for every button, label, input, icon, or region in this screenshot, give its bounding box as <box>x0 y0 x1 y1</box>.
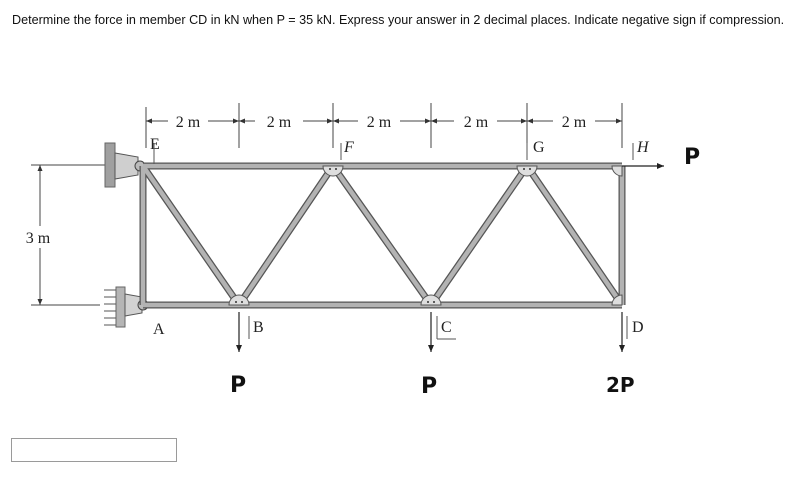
node-label-c: C <box>441 319 452 336</box>
load-label-h: P <box>684 145 701 170</box>
dimension-label: 2 m <box>175 114 201 131</box>
node-label-b: B <box>253 319 264 336</box>
node-label-f: F <box>344 139 354 156</box>
load-label-b: P <box>230 373 247 398</box>
dimension-label: 2 m <box>463 114 489 131</box>
dimension-label: 2 m <box>366 114 392 131</box>
load-label-c: P <box>421 374 438 399</box>
node-label-d: D <box>632 319 644 336</box>
dimension-label: 2 m <box>561 114 587 131</box>
dimension-label: 2 m <box>266 114 292 131</box>
label-markers <box>154 143 633 339</box>
height-label: 3 m <box>25 230 51 247</box>
node-label-h: H <box>637 139 649 156</box>
node-label-e: E <box>150 136 160 153</box>
node-label-a: A <box>153 321 165 338</box>
node-label-g: G <box>533 139 545 156</box>
question-text: Determine the force in member CD in kN when P = 35 kN. Express your answer in 2 decimal places. Indicate negative sign if compression. <box>12 13 785 27</box>
answer-input[interactable] <box>11 438 177 462</box>
pin-support-e <box>105 143 145 187</box>
load-label-d: 2P <box>606 373 635 397</box>
truss-members <box>143 166 622 305</box>
